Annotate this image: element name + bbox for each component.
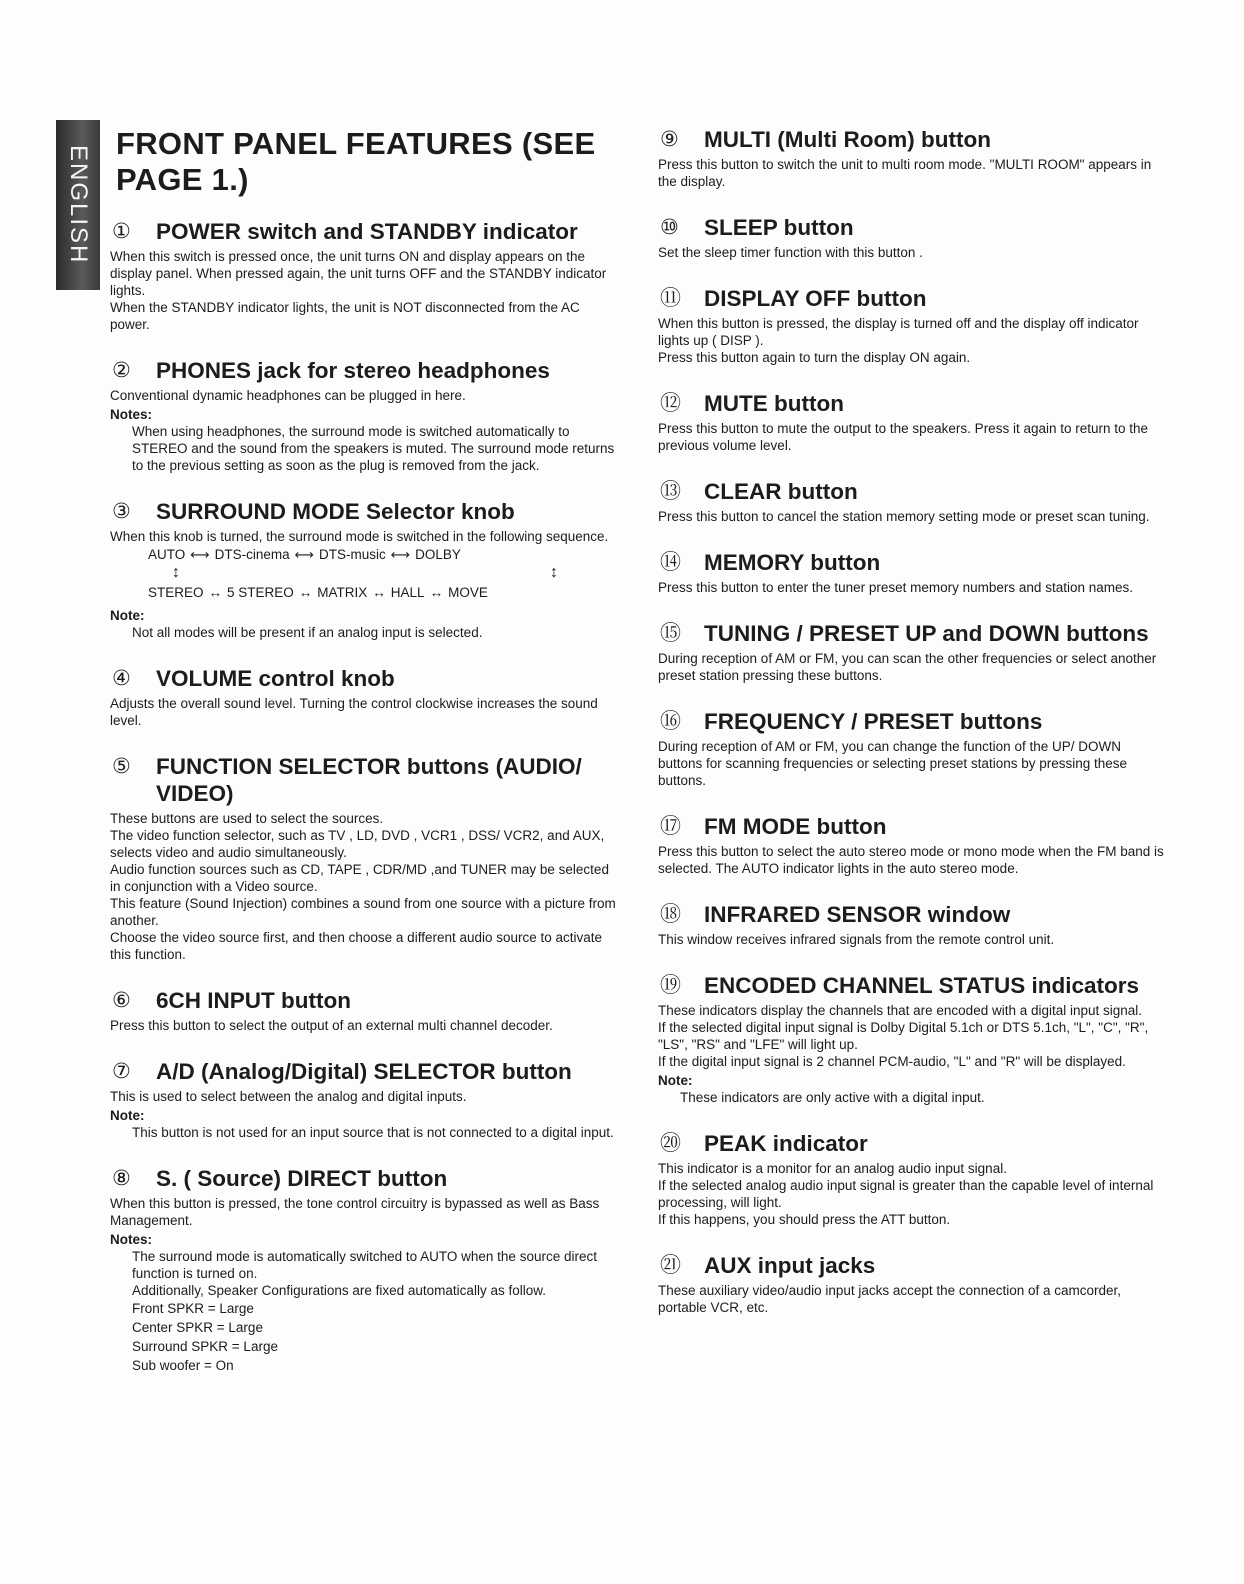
section-number: ① bbox=[112, 220, 131, 243]
note-text: Not all modes will be present if an analog input is selected. bbox=[132, 625, 483, 640]
section-heading bbox=[658, 126, 1168, 153]
note-label: Note: bbox=[110, 1108, 145, 1123]
mode-label: DTS-cinema bbox=[214, 547, 290, 562]
section-frequency-preset bbox=[658, 708, 1168, 789]
section-number: ⑩ bbox=[660, 216, 679, 239]
vertical-arrow-icon: ↕ bbox=[172, 564, 180, 581]
section-title: MULTI (Multi Room) button bbox=[704, 127, 991, 152]
section-number: ⑬ bbox=[660, 480, 681, 503]
section-body: When this button is pressed, the tone control circuitry is bypassed as well as Bass Management. bbox=[110, 1196, 600, 1228]
section-body: When this knob is turned, the surround mode is switched in the following sequence. bbox=[110, 529, 609, 544]
double-arrow-icon: ↔ bbox=[208, 585, 223, 600]
section-number: ⑪ bbox=[660, 287, 681, 310]
section-number: ③ bbox=[112, 500, 131, 523]
section-heading bbox=[658, 214, 1168, 241]
sequence-row-bottom bbox=[148, 585, 488, 600]
section-body: Press this button to select the output of an external multi channel decoder. bbox=[110, 1018, 553, 1033]
section-number: ⑦ bbox=[112, 1060, 131, 1083]
section-title: FUNCTION SELECTOR buttons (AUDIO/ VIDEO) bbox=[156, 754, 582, 806]
section-memory bbox=[658, 549, 1168, 596]
section-multi-room bbox=[658, 126, 1168, 190]
double-arrow-icon: ⟷ bbox=[390, 547, 411, 562]
section-phones bbox=[110, 357, 620, 474]
double-arrow-icon: ⟷ bbox=[190, 547, 210, 562]
section-number: ⑰ bbox=[660, 815, 681, 838]
section-title: VOLUME control knob bbox=[156, 666, 395, 691]
section-body: These buttons are used to select the sources. The video function selector, such as TV , LD, DVD , VCR1 , DSS/ VCR2, and AUX, selects video and audio simultaneously. Audio function sources such as CD, TAPE , CDR/MD ,and TUNER may be selected in conjunction with a Video source. This feature (Sound Injection) combines a sound from one source with a picture from another. Choose the video source first, and then choose a different audio source to activate this function. bbox=[110, 811, 616, 962]
section-title: SURROUND MODE Selector knob bbox=[156, 499, 515, 524]
section-title: POWER switch and STANDBY indicator bbox=[156, 219, 578, 244]
section-volume bbox=[110, 665, 620, 729]
section-number: ㉑ bbox=[660, 1254, 681, 1277]
section-heading bbox=[110, 665, 620, 692]
section-title: S. ( Source) DIRECT button bbox=[156, 1166, 448, 1191]
section-heading bbox=[658, 285, 1168, 312]
section-heading bbox=[658, 1252, 1168, 1279]
section-heading bbox=[110, 218, 620, 245]
double-arrow-icon: ↔ bbox=[429, 585, 444, 600]
section-title: SLEEP button bbox=[704, 215, 854, 240]
mode-label: DOLBY bbox=[415, 547, 461, 562]
mode-label: STEREO bbox=[148, 585, 204, 600]
section-heading bbox=[110, 1058, 620, 1085]
section-body: This is used to select between the analog and digital inputs. bbox=[110, 1089, 467, 1104]
section-display-off bbox=[658, 285, 1168, 366]
note-text: When using headphones, the surround mode is switched automatically to STEREO and the sound from the speakers is muted. The surround mode returns to the previous setting as soon as the plug is removed from the jack. bbox=[132, 424, 615, 473]
section-heading bbox=[658, 813, 1168, 840]
section-title: FM MODE button bbox=[704, 814, 887, 839]
section-title: INFRARED SENSOR window bbox=[704, 902, 1011, 927]
page-title: FRONT PANEL FEATURES (SEE PAGE 1.) bbox=[116, 126, 596, 197]
section-tuning-preset bbox=[658, 620, 1168, 684]
note-label: Notes: bbox=[110, 407, 153, 422]
section-mute bbox=[658, 390, 1168, 454]
right-column bbox=[658, 126, 1168, 1340]
section-body: Conventional dynamic headphones can be plugged in here. bbox=[110, 388, 466, 403]
section-number: ⑱ bbox=[660, 903, 681, 926]
note-label: Note: bbox=[658, 1073, 693, 1088]
section-number: ⑮ bbox=[660, 622, 681, 645]
double-arrow-icon: ⟷ bbox=[294, 547, 314, 562]
section-body: Set the sleep timer function with this button . bbox=[658, 245, 923, 260]
section-heading bbox=[110, 498, 620, 525]
section-body: During reception of AM or FM, you can change the function of the UP/ DOWN buttons for scanning frequencies or selecting preset stations by pressing these buttons. bbox=[658, 739, 1128, 788]
section-title: MUTE button bbox=[704, 391, 844, 416]
section-body: When this switch is pressed once, the unit turns ON and display appears on the display panel. When pressed again, the unit turns OFF and the STANDBY indicator lights. When the STANDBY indicator lights, the unit is NOT disconnected from the AC power. bbox=[110, 249, 607, 332]
section-number: ⑳ bbox=[660, 1132, 681, 1155]
section-number: ⑧ bbox=[112, 1167, 131, 1190]
section-number: ⑥ bbox=[112, 989, 131, 1012]
speaker-config-item: Center SPKR = Large bbox=[132, 1320, 263, 1335]
left-column bbox=[110, 126, 620, 1399]
section-number: ⑨ bbox=[660, 128, 679, 151]
section-title: DISPLAY OFF button bbox=[704, 286, 927, 311]
section-source-direct bbox=[110, 1165, 620, 1375]
section-heading bbox=[658, 620, 1168, 647]
note-text: The surround mode is automatically switched to AUTO when the source direct function is turned on. Additionally, Speaker Configurations are fixed automatically as follow. bbox=[132, 1249, 597, 1298]
mode-label: MATRIX bbox=[317, 585, 368, 600]
section-heading bbox=[110, 1165, 620, 1192]
section-power bbox=[110, 218, 620, 333]
section-body: Press this button to select the auto stereo mode or mono mode when the FM band is selected. The AUTO indicator lights in the auto stereo mode. bbox=[658, 844, 1164, 876]
section-heading bbox=[658, 972, 1168, 999]
double-arrow-icon: ↔ bbox=[372, 585, 386, 600]
note-label: Notes: bbox=[110, 1232, 153, 1247]
mode-label: HALL bbox=[390, 585, 425, 600]
section-6ch-input bbox=[110, 987, 620, 1034]
section-body: This indicator is a monitor for an analog audio input signal. If the selected analog audio input signal is greater than the capable level of internal processing, will light. If this happens, you should press the ATT button. bbox=[658, 1161, 1154, 1227]
vertical-arrow-icon: ↕ bbox=[550, 564, 558, 581]
section-body: Press this button to switch the unit to multi room mode. "MULTI ROOM" appears in the display. bbox=[658, 157, 1152, 189]
surround-sequence-diagram bbox=[110, 547, 620, 605]
section-heading bbox=[658, 478, 1168, 505]
mode-label: MOVE bbox=[448, 585, 488, 600]
section-function-selector bbox=[110, 753, 620, 963]
speaker-config-item: Front SPKR = Large bbox=[132, 1301, 254, 1316]
section-body: These indicators display the channels that are encoded with a digital input signal. If the selected digital input signal is Dolby Digital 5.1ch or DTS 5.1ch, "L", "C", "R", "LS", "RS" and "LFE" will light up. If the digital input signal is 2 channel PCM-audio, "L" and "R" will be displayed. bbox=[658, 1003, 1149, 1069]
speaker-config-item: Surround SPKR = Large bbox=[132, 1339, 278, 1354]
section-sleep bbox=[658, 214, 1168, 261]
section-encoded-channel bbox=[658, 972, 1168, 1106]
section-heading bbox=[658, 708, 1168, 735]
section-infrared-sensor bbox=[658, 901, 1168, 948]
section-peak-indicator bbox=[658, 1130, 1168, 1228]
section-heading bbox=[658, 1130, 1168, 1157]
language-tab-label: ENGLISH bbox=[65, 145, 92, 265]
section-number: ④ bbox=[112, 667, 131, 690]
section-surround-mode bbox=[110, 498, 620, 641]
section-number: ② bbox=[112, 359, 131, 382]
section-title: CLEAR button bbox=[704, 479, 858, 504]
sequence-row-top bbox=[148, 547, 461, 563]
note-text: This button is not used for an input source that is not connected to a digital input. bbox=[132, 1125, 614, 1140]
double-arrow-icon: ↔ bbox=[298, 585, 313, 600]
section-fm-mode bbox=[658, 813, 1168, 877]
section-body: Press this button to mute the output to the speakers. Press it again to return to the previous volume level. bbox=[658, 421, 1149, 453]
section-ad-selector bbox=[110, 1058, 620, 1141]
section-body: During reception of AM or FM, you can scan the other frequencies or select another preset station pressing these buttons. bbox=[658, 651, 1157, 683]
section-title: MEMORY button bbox=[704, 550, 881, 575]
section-body: This window receives infrared signals from the remote control unit. bbox=[658, 932, 1055, 947]
section-heading bbox=[658, 390, 1168, 417]
section-body: Adjusts the overall sound level. Turning the control clockwise increases the sound level. bbox=[110, 696, 598, 728]
section-title: 6CH INPUT button bbox=[156, 988, 351, 1013]
section-body: Press this button to enter the tuner preset memory numbers and station names. bbox=[658, 580, 1133, 595]
section-number: ⑭ bbox=[660, 551, 681, 574]
section-heading bbox=[110, 357, 620, 384]
language-tab bbox=[56, 120, 100, 290]
section-number: ⑤ bbox=[112, 755, 131, 778]
section-number: ⑲ bbox=[660, 974, 681, 997]
note-label: Note: bbox=[110, 608, 145, 623]
mode-label: 5 STEREO bbox=[227, 585, 294, 600]
section-heading bbox=[110, 987, 620, 1014]
section-body: These auxiliary video/audio input jacks accept the connection of a camcorder, portable VCR, etc. bbox=[658, 1283, 1122, 1315]
section-number: ⑯ bbox=[660, 710, 681, 733]
section-body: When this button is pressed, the display is turned off and the display off indicator lights up ( DISP ). Press this button again to turn the display ON again. bbox=[658, 316, 1139, 365]
section-title: AUX input jacks bbox=[704, 1253, 876, 1278]
section-number: ⑫ bbox=[660, 392, 681, 415]
section-heading bbox=[110, 753, 620, 807]
section-clear bbox=[658, 478, 1168, 525]
section-aux-input bbox=[658, 1252, 1168, 1316]
speaker-config-item: Sub woofer = On bbox=[132, 1358, 234, 1373]
section-heading bbox=[658, 549, 1168, 576]
section-body: Press this button to cancel the station memory setting mode or preset scan tuning. bbox=[658, 509, 1150, 524]
section-title: A/D (Analog/Digital) SELECTOR button bbox=[156, 1059, 572, 1084]
section-title: TUNING / PRESET UP and DOWN buttons bbox=[704, 621, 1149, 646]
section-title: ENCODED CHANNEL STATUS indicators bbox=[704, 973, 1140, 998]
speaker-config-list bbox=[110, 1299, 620, 1375]
section-title: PHONES jack for stereo headphones bbox=[156, 358, 550, 383]
mode-label: AUTO bbox=[148, 547, 186, 562]
section-heading bbox=[658, 901, 1168, 928]
section-title: FREQUENCY / PRESET buttons bbox=[704, 709, 1043, 734]
mode-label: DTS-music bbox=[319, 547, 386, 562]
section-title: PEAK indicator bbox=[704, 1131, 868, 1156]
note-text: These indicators are only active with a digital input. bbox=[680, 1090, 985, 1105]
